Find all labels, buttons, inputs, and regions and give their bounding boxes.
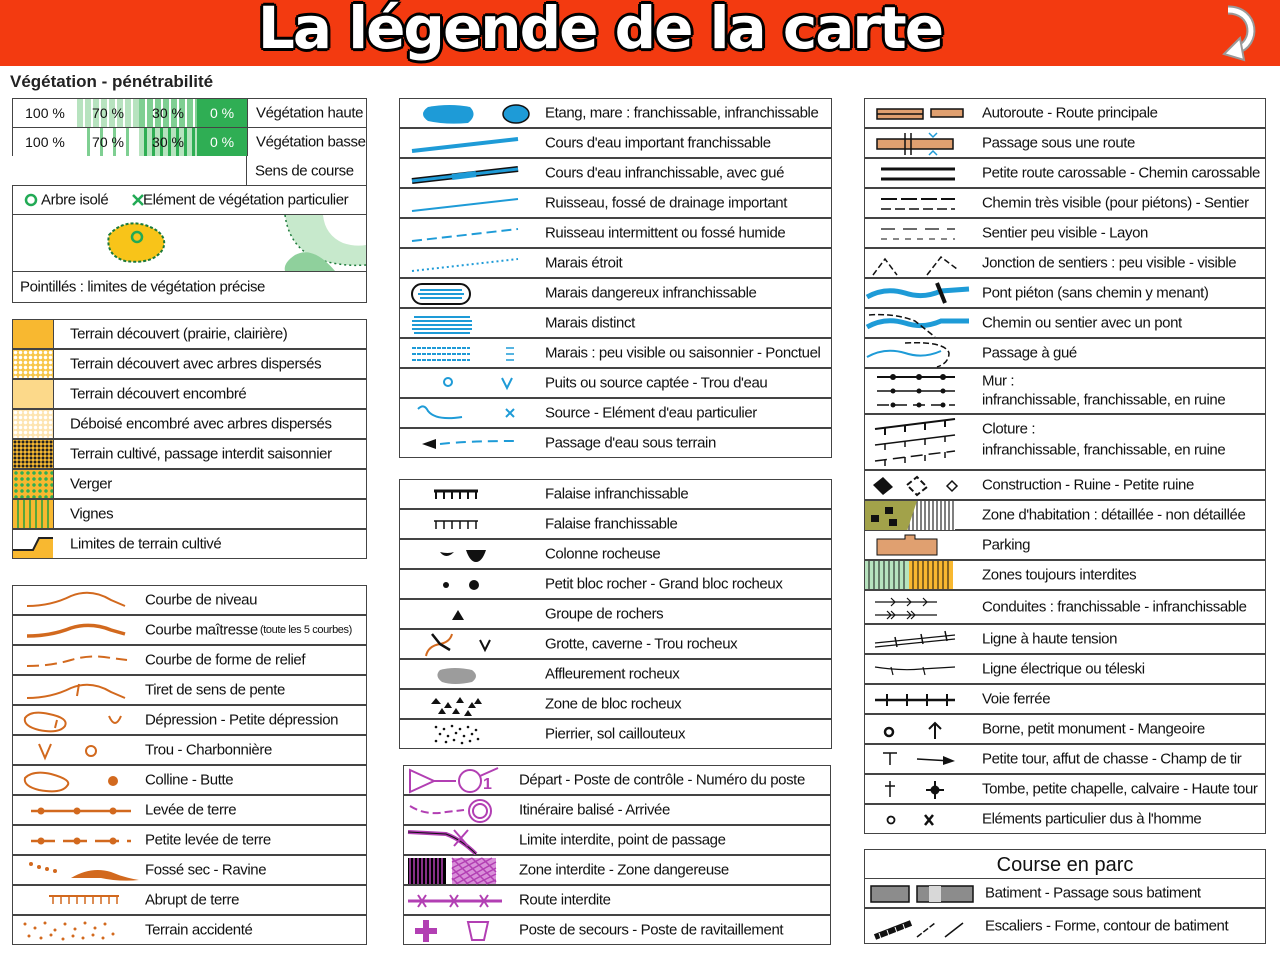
relief-label: Courbe de niveau xyxy=(145,591,258,609)
manmade-label: Petite tour, affut de chasse - Champ de tir xyxy=(982,750,1242,768)
vegetation-high-70: 70 % xyxy=(77,99,140,127)
dangerous-marsh-icon xyxy=(406,279,546,309)
footpath-icon xyxy=(871,189,981,219)
rock-row xyxy=(399,539,832,569)
rock-pillar-icon xyxy=(406,540,546,570)
course-row xyxy=(403,915,831,945)
course-label: Départ - Poste de contrôle - Numéro du poste xyxy=(519,771,805,789)
forbidden-zone-icon xyxy=(865,561,975,591)
underground-water-icon xyxy=(406,429,546,459)
relief-label: Terrain accidenté xyxy=(145,921,253,939)
stairs-icon xyxy=(867,909,977,945)
open-land-swatch xyxy=(13,320,54,348)
minor-road-icon xyxy=(871,159,981,189)
water-row xyxy=(399,128,832,158)
relief-label: Abrupt de terre xyxy=(145,891,240,909)
path-junction-icon xyxy=(871,249,981,279)
ski-lift-icon xyxy=(871,655,981,685)
relief-row xyxy=(12,855,367,885)
manmade-label: Ligne à haute tension xyxy=(982,630,1118,648)
river-icon xyxy=(406,129,546,159)
manmade-row xyxy=(864,624,1266,654)
manmade-panel xyxy=(864,98,1266,834)
special-element-label: Elément de végétation particulier xyxy=(143,191,349,209)
manmade-label: Eléments particulier dus à l'homme xyxy=(982,810,1202,828)
water-label: Marais : peu visible ou saisonnier - Ponctuel xyxy=(545,344,821,362)
water-row xyxy=(399,248,832,278)
course-direction-label: Sens de course xyxy=(255,162,354,179)
manmade-row xyxy=(864,414,1266,470)
manmade-label: Pont piéton (sans chemin y menant) xyxy=(982,284,1209,302)
relief-row xyxy=(12,765,367,795)
rock-label: Falaise franchissable xyxy=(545,515,678,533)
boulder-field-icon xyxy=(406,690,546,720)
path-with-bridge-icon xyxy=(865,309,975,339)
special-manmade-icon xyxy=(871,805,981,835)
forbidden-area-icon xyxy=(406,856,516,886)
vineyard-swatch xyxy=(13,500,54,528)
manmade-row xyxy=(864,744,1266,774)
water-label: Source - Elément d'eau particulier xyxy=(545,404,757,422)
page-header xyxy=(0,0,1280,66)
vegetation-high-0: 0 % xyxy=(197,99,248,127)
park-row xyxy=(864,908,1266,944)
rock-row xyxy=(399,599,832,629)
park-panel xyxy=(864,849,1266,944)
rock-label: Falaise infranchissable xyxy=(545,485,689,503)
rock-row xyxy=(399,569,832,599)
terrain-row xyxy=(12,469,367,499)
relief-row xyxy=(12,825,367,855)
vegetation-title: Végétation - pénétrabilité xyxy=(10,72,214,91)
manmade-row xyxy=(864,714,1266,744)
grave-icon xyxy=(871,775,981,805)
terrain-row xyxy=(12,499,367,529)
relief-label: Courbe de forme de relief xyxy=(145,651,306,669)
dotted-note-label: Pointillés : limites de végétation précise xyxy=(20,278,265,296)
building-icon xyxy=(867,471,977,501)
page-title: La légende de la carte xyxy=(257,0,943,62)
rocks-panel xyxy=(399,479,832,749)
wall-sub-label: infranchissable, franchissable, en ruine xyxy=(982,391,1226,409)
relief-label: Dépression - Petite dépression xyxy=(145,711,339,729)
terrain-row xyxy=(12,529,367,559)
manmade-row xyxy=(864,500,1266,530)
manmade-label: Tombe, petite chapelle, calvaire - Haute tour xyxy=(982,780,1258,798)
vegetation-high-30: 30 % xyxy=(139,99,198,127)
water-row xyxy=(399,338,832,368)
first-aid-icon xyxy=(406,916,516,946)
water-label: Cours d'eau infranchissable, avec gué xyxy=(545,164,785,182)
park-label: Escaliers - Forme, contour de batiment xyxy=(985,917,1229,935)
water-row xyxy=(399,188,832,218)
relief-row xyxy=(12,735,367,765)
manmade-label: Zone d'habitation : détaillée - non détaillée xyxy=(982,506,1246,524)
course-row xyxy=(403,765,831,795)
manmade-row xyxy=(864,684,1266,714)
rock-label: Colonne rocheuse xyxy=(545,545,661,563)
manmade-row xyxy=(864,128,1266,158)
vegetation-boundary-illustration xyxy=(13,215,366,271)
power-line-icon xyxy=(871,625,981,655)
erosion-gully-icon xyxy=(21,856,141,886)
water-row xyxy=(399,428,832,458)
rock-label: Zone de bloc rocheux xyxy=(545,695,682,713)
relief-label: Courbe maîtresse xyxy=(145,621,258,639)
course-row xyxy=(403,825,831,855)
fence-icon xyxy=(871,415,981,471)
water-row xyxy=(399,398,832,428)
rock-label: Pierrier, sol caillouteux xyxy=(545,725,686,743)
fence-sub-label: infranchissable, franchissable, en ruine xyxy=(982,441,1226,459)
slope-line-icon xyxy=(21,676,141,706)
narrow-marsh-icon xyxy=(406,249,546,279)
manmade-label: Construction - Ruine - Petite ruine xyxy=(982,476,1194,494)
water-label: Marais dangereux infranchissable xyxy=(545,284,757,302)
water-label: Puits ou source captée - Trou d'eau xyxy=(545,374,768,392)
manmade-label: Mur : xyxy=(982,372,1015,390)
rock-row xyxy=(399,479,832,509)
manmade-label: Passage sous une route xyxy=(982,134,1135,152)
vegetation-low-70: 70 % xyxy=(77,128,140,156)
manmade-row xyxy=(864,338,1266,368)
earth-wall-icon xyxy=(21,796,141,826)
water-label: Marais distinct xyxy=(545,314,635,332)
terrain-label: Verger xyxy=(70,475,112,493)
footbridge-icon xyxy=(865,279,975,309)
course-row xyxy=(403,795,831,825)
manmade-label: Zones toujours interdites xyxy=(982,566,1137,584)
vegetation-low-30: 30 % xyxy=(139,128,198,156)
cave-icon xyxy=(406,630,546,660)
wall-icon xyxy=(871,369,981,415)
motorway-icon xyxy=(871,99,981,129)
relief-label: Trou - Charbonnière xyxy=(145,741,272,759)
manmade-label: Autoroute - Route principale xyxy=(982,104,1158,122)
water-row xyxy=(399,98,832,128)
manmade-row xyxy=(864,560,1266,590)
well-icon xyxy=(406,369,546,399)
water-label: Cours d'eau important franchissable xyxy=(545,134,771,152)
relief-row xyxy=(12,705,367,735)
manmade-label: Conduites : franchissable - infranchissable xyxy=(982,598,1247,616)
manmade-row xyxy=(864,804,1266,834)
manmade-row xyxy=(864,470,1266,500)
stony-ground-icon xyxy=(406,720,546,750)
rock-label: Grotte, caverne - Trou rocheux xyxy=(545,635,738,653)
small-earth-wall-icon xyxy=(21,826,141,856)
water-label: Ruisseau intermittent ou fossé humide xyxy=(545,224,786,242)
vegetation-high-row xyxy=(12,98,367,128)
manmade-label: Borne, petit monument - Mangeoire xyxy=(982,720,1205,738)
boulder-icon xyxy=(406,570,546,600)
water-row xyxy=(399,308,832,338)
vegetation-low-label: Végétation basse xyxy=(256,133,366,151)
rock-row xyxy=(399,719,832,749)
index-contour-note: (toute les 5 courbes) xyxy=(260,624,352,636)
boulder-cluster-icon xyxy=(406,600,546,630)
rock-label: Groupe de rochers xyxy=(545,605,664,623)
terrain-label: Terrain découvert avec arbres dispersés xyxy=(70,355,322,373)
terrain-label: Vignes xyxy=(70,505,114,523)
hill-icon xyxy=(21,766,141,796)
manmade-row xyxy=(864,98,1266,128)
railway-icon xyxy=(871,685,981,715)
control-number: 1 xyxy=(483,776,492,793)
manmade-row xyxy=(864,188,1266,218)
manmade-row xyxy=(864,654,1266,684)
terrain-row xyxy=(12,319,367,349)
forbidden-route-icon xyxy=(406,886,516,916)
vegetation-high-label: Végétation haute xyxy=(256,104,364,122)
manmade-row xyxy=(864,774,1266,804)
broken-ground-icon xyxy=(17,916,137,946)
relief-label: Petite levée de terre xyxy=(145,831,271,849)
rock-row xyxy=(399,689,832,719)
relief-label: Levée de terre xyxy=(145,801,237,819)
course-label: Itinéraire balisé - Arrivée xyxy=(519,801,670,819)
course-label: Zone interdite - Zone dangereuse xyxy=(519,861,729,879)
terrain-label: Déboisé encombré avec arbres dispersés xyxy=(70,415,332,433)
parking-icon xyxy=(871,531,981,561)
ford-icon xyxy=(865,339,975,369)
curved-arrow-icon xyxy=(1218,4,1262,64)
rock-row xyxy=(399,629,832,659)
settlement-icon xyxy=(865,501,975,531)
manmade-label: Petite route carossable - Chemin carossable xyxy=(982,164,1260,182)
orchard-swatch xyxy=(13,470,54,498)
pond-icon xyxy=(406,99,546,129)
relief-row xyxy=(12,885,367,915)
cleared-rough-swatch xyxy=(13,410,54,438)
rock-label: Affleurement rocheux xyxy=(545,665,680,683)
water-row xyxy=(399,368,832,398)
course-label: Poste de secours - Poste de ravitaillement xyxy=(519,921,784,939)
relief-row xyxy=(12,915,367,945)
course-direction-row xyxy=(12,156,367,186)
terrain-label: Terrain cultivé, passage interdit saisonnier xyxy=(70,445,332,463)
pipeline-icon xyxy=(871,591,981,625)
manmade-row xyxy=(864,368,1266,414)
rock-label: Petit bloc rocher - Grand bloc rocheux xyxy=(545,575,783,593)
course-panel xyxy=(403,765,831,945)
manmade-row xyxy=(864,248,1266,278)
terrain-row xyxy=(12,439,367,469)
manmade-row xyxy=(864,590,1266,624)
park-row xyxy=(864,878,1266,908)
relief-panel xyxy=(12,585,367,945)
pit-icon xyxy=(21,736,141,766)
rock-row xyxy=(399,509,832,539)
cairn-icon xyxy=(871,715,981,745)
manmade-row xyxy=(864,530,1266,560)
relief-label: Tiret de sens de pente xyxy=(145,681,285,699)
water-panel xyxy=(399,98,832,456)
relief-row xyxy=(12,645,367,675)
underpass-icon xyxy=(871,129,981,159)
terrain-label: Terrain découvert encombré xyxy=(70,385,247,403)
water-row xyxy=(399,278,832,308)
manmade-label: Chemin très visible (pour piétons) - Sentier xyxy=(982,194,1249,212)
relief-label: Fossé sec - Ravine xyxy=(145,861,267,879)
earth-bank-icon xyxy=(21,886,141,916)
manmade-label: Parking xyxy=(982,536,1031,554)
park-title: Course en parc xyxy=(864,849,1266,879)
terrain-label: Terrain découvert (prairie, clairière) xyxy=(70,325,288,343)
relief-row xyxy=(12,675,367,705)
terrain-row xyxy=(12,379,367,409)
cultivated-swatch xyxy=(13,440,54,468)
manmade-label: Passage à gué xyxy=(982,344,1077,362)
relief-label: Colline - Butte xyxy=(145,771,234,789)
water-row xyxy=(399,158,832,188)
back-arrow-button[interactable] xyxy=(1218,4,1262,64)
vegetation-low-0: 0 % xyxy=(197,128,248,156)
water-label: Etang, mare : franchissable, infranchissable xyxy=(545,104,819,122)
terrain-label: Limites de terrain cultivé xyxy=(70,535,222,553)
out-of-bounds-line-icon xyxy=(406,826,516,856)
course-label: Limite interdite, point de passage xyxy=(519,831,726,849)
manmade-row xyxy=(864,278,1266,308)
start-control-icon xyxy=(406,766,516,796)
terrain-row xyxy=(12,349,367,379)
cultivated-boundary-icon xyxy=(13,530,53,558)
course-label: Route interdite xyxy=(519,891,611,909)
vegetation-panel xyxy=(12,98,367,304)
manmade-label: Sentier peu visible - Layon xyxy=(982,224,1148,242)
impassable-cliff-icon xyxy=(406,480,546,510)
index-contour-icon xyxy=(21,616,141,646)
indistinct-marsh-icon xyxy=(406,339,546,369)
finish-icon xyxy=(406,796,516,826)
water-label: Marais étroit xyxy=(545,254,623,272)
vegetation-low-100: 100 % xyxy=(13,128,78,156)
stream-icon xyxy=(406,189,546,219)
terrain-panel xyxy=(12,319,367,559)
terrain-row xyxy=(12,409,367,439)
marsh-icon xyxy=(406,309,546,339)
passable-cliff-icon xyxy=(406,510,546,540)
rock-row xyxy=(399,659,832,689)
manmade-label: Voie ferrée xyxy=(982,690,1051,708)
dotted-note-row xyxy=(12,271,367,303)
manmade-row xyxy=(864,308,1266,338)
relief-row xyxy=(12,795,367,825)
water-label: Passage d'eau sous terrain xyxy=(545,434,716,452)
rough-open-swatch xyxy=(13,380,54,408)
vegetation-example-row xyxy=(12,214,367,272)
vegetation-low-row xyxy=(12,127,367,157)
manmade-label: Jonction de sentiers : peu visible - visible xyxy=(982,254,1237,272)
water-row xyxy=(399,218,832,248)
open-land-trees-swatch xyxy=(13,350,54,378)
tower-icon xyxy=(871,745,981,775)
intermittent-stream-icon xyxy=(406,219,546,249)
bare-rock-icon xyxy=(406,660,546,690)
tree-row xyxy=(12,185,367,215)
isolated-tree-label: Arbre isolé xyxy=(41,191,109,209)
park-building-icon xyxy=(867,879,977,909)
relief-row xyxy=(12,585,367,615)
form-line-icon xyxy=(21,646,141,676)
manmade-label: Chemin ou sentier avec un pont xyxy=(982,314,1182,332)
uncrossable-river-icon xyxy=(406,159,546,189)
vegetation-high-100: 100 % xyxy=(13,99,78,127)
manmade-row xyxy=(864,218,1266,248)
relief-row xyxy=(12,615,367,645)
depression-icon xyxy=(21,706,141,736)
spring-icon xyxy=(406,399,546,429)
park-label: Batiment - Passage sous batiment xyxy=(985,884,1201,902)
manmade-label: Ligne électrique ou téleski xyxy=(982,660,1145,678)
faint-path-icon xyxy=(871,219,981,249)
course-row xyxy=(403,885,831,915)
manmade-label: Cloture : xyxy=(982,420,1036,438)
contour-line-icon xyxy=(21,586,141,616)
water-label: Ruisseau, fossé de drainage important xyxy=(545,194,788,212)
course-row xyxy=(403,855,831,885)
manmade-row xyxy=(864,158,1266,188)
